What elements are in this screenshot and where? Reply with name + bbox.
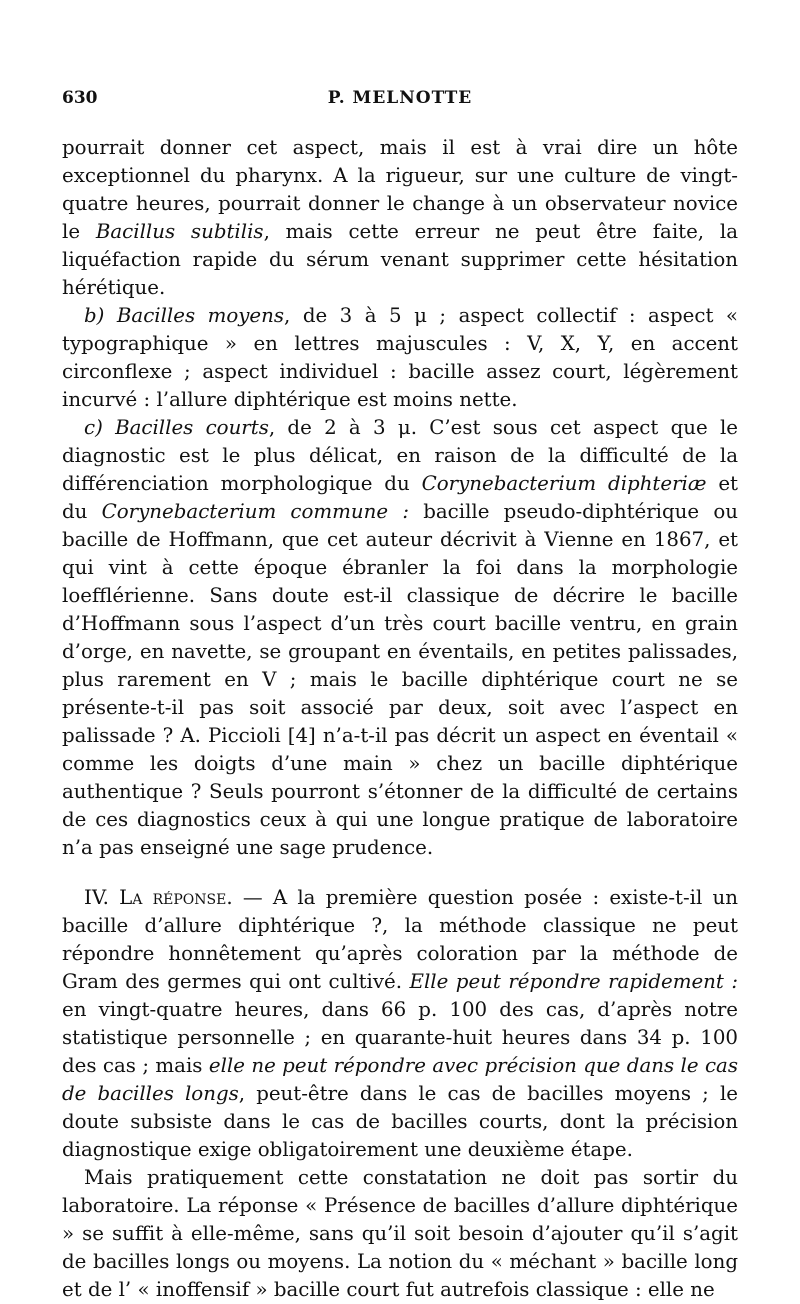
text-run: en vingt-quatre heures, dans 66 p. 100 des cas, d’après notre statistique personnelle ; en quarante-huit heures dans 34 p. 100 des cas ; mais bbox=[62, 998, 738, 1077]
italic-run: Corynebacterium commune : bbox=[101, 500, 410, 523]
text-run: . — A la première question posée : existe-t-il un bacille d’allure diphtérique ?, la méthode classique ne peut répondre honnêtement qu’après coloration par la méthode de Gram des germes qui ont cultivé. bbox=[62, 886, 738, 993]
text-run: , mais cette erreur ne peut être faite, la liquéfaction rapide du sérum venant supprimer cette hésitation hérétique. bbox=[62, 220, 739, 299]
page-header bbox=[62, 88, 738, 116]
text-run: , de 3 à 5 μ ; aspect collectif : aspect « typographique » en lettres majuscules : V, X, Y, en accent circonflexe ; aspect individuel : bacille assez court, légèrement incurvé : l’allure diphtérique est moins nette. bbox=[62, 304, 738, 411]
text-run: bacille pseudo-diphtérique ou bacille de Hoffmann, que cet auteur décrivit à Vienne en 1867, et qui vint à cette époque ébranler la foi dans la morphologie loefflérienne. Sans doute est-il classique de décrire le bacille d’Hoffmann sous l’aspect d’un très court bacille ventru, en grain d’orge, en navette, se groupant en éventails, en petites palissades, plus rarement en V ; mais le bacille diphtérique court ne se présente-t-il pas soit associé par deux, soit avec l’aspect en palissade ? A. Piccioli [4] n’a-t-il pas décrit un aspect en éventail « comme les doigts d’une main » chez un bacille diphtérique authentique ? Seuls pourront s’étonner de la difficulté de certains de ces diagnostics ceux à qui une longue pratique de laboratoire n’a pas enseigné une sage prudence. bbox=[62, 500, 738, 859]
paragraph-5 bbox=[62, 1164, 738, 1304]
text-run: pourrait donner cet aspect, mais il est à vrai dire un hôte exceptionnel du pharynx. A la rigueur, sur une culture de vingt-quatre heures, pourrait donner le change à un observateur novice le bbox=[62, 136, 738, 243]
italic-run: elle ne peut répondre avec précision que dans le cas de bacilles longs bbox=[62, 1054, 738, 1105]
italic-run: Elle peut répondre rapidement : bbox=[409, 970, 738, 993]
paragraph-2 bbox=[62, 302, 738, 414]
paragraph-1 bbox=[62, 134, 738, 302]
page-number: 630 bbox=[62, 88, 98, 108]
italic-run: Corynebacterium diphteriæ bbox=[421, 472, 707, 495]
running-head: P. MELNOTTE bbox=[327, 88, 473, 108]
italic-run: Bacillus subtilis bbox=[95, 220, 264, 243]
italic-run: b) Bacilles moyens bbox=[84, 304, 285, 327]
italic-run: c) Bacilles courts bbox=[84, 416, 269, 439]
section-heading: La réponse bbox=[119, 886, 227, 909]
text-run: , peut-être dans le cas de bacilles moyens ; le doute subsiste dans le cas de bacilles courts, dont la précision diagnostique exige obligatoirement une deuxième étape. bbox=[62, 1082, 738, 1161]
section-number: IV. bbox=[84, 886, 120, 909]
text-run: Mais pratiquement cette constatation ne doit pas sortir du laboratoire. La réponse « Présence de bacilles d’allure diphtérique » se suffit à elle-même, sans qu’il soit besoin d’ajouter qu’il s’agit de bacilles longs ou moyens. La notion du « méchant » bacille long et de l’ « inoffensif » bacille court fut autrefois classique : elle ne bbox=[62, 1166, 738, 1301]
text-run: et du bbox=[62, 472, 738, 523]
text-run: , de 2 à 3 μ. C’est sous cet aspect que le diagnostic est le plus délicat, en raison de la difficulté de la différenciation morphologique du bbox=[62, 416, 738, 495]
paragraph-3 bbox=[62, 414, 738, 862]
paragraph-4 bbox=[62, 884, 738, 1164]
